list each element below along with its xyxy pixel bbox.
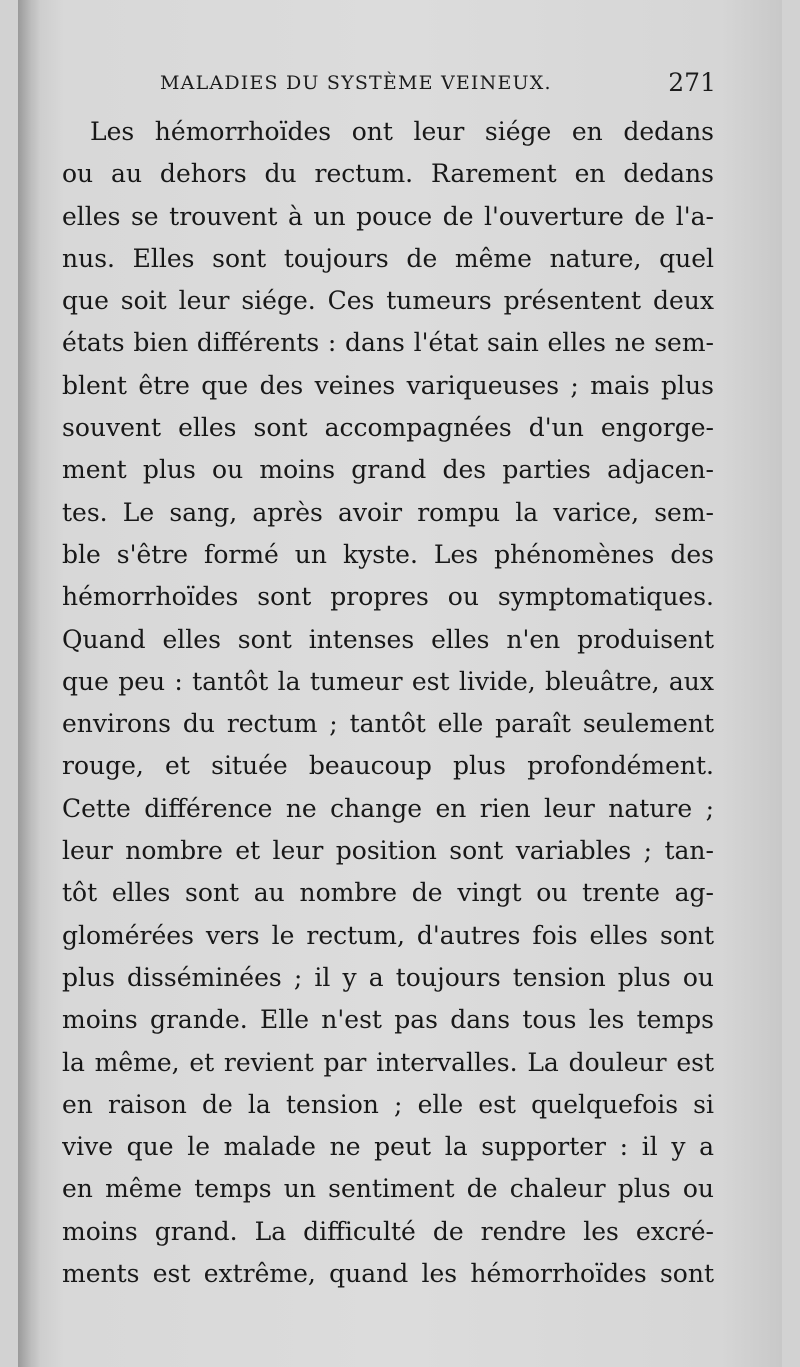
text-line: ble s'être formé un kyste. Les phénomènes des — [62, 539, 714, 569]
text-line: plus disséminées ; il y a toujours tension plus ou — [62, 962, 714, 992]
text-line: tôt elles sont au nombre de vingt ou trente ag- — [62, 878, 714, 908]
body-text — [62, 111, 714, 1295]
text-line: la même, et revient par intervalles. La douleur est — [62, 1047, 714, 1077]
page-number: 271 — [668, 68, 716, 97]
text-line: Cette différence ne change en rien leur nature ; — [62, 793, 714, 823]
text-line: environs du rectum ; tantôt elle paraît seulement — [62, 709, 714, 739]
text-line: leur nombre et leur position sont variables ; tan- — [62, 836, 714, 866]
text-line: souvent elles sont accompagnées d'un engorge- — [62, 413, 714, 443]
text-line: ment plus ou moins grand des parties adjacen- — [62, 455, 714, 485]
binding-shadow — [18, 0, 40, 1367]
text-line: blent être que des veines variqueuses ; mais plus — [62, 370, 714, 400]
text-line: Les hémorrhoïdes ont leur siége en dedans — [90, 117, 714, 146]
text-line: glomérées vers le rectum, d'autres fois elles sont — [62, 920, 714, 950]
text-line: ou au dehors du rectum. Rarement en dedans — [62, 159, 714, 189]
text-line: Quand elles sont intenses elles n'en produisent — [62, 624, 714, 654]
text-line: moins grande. Elle n'est pas dans tous les temps — [62, 1005, 714, 1035]
text-line: vive que le malade ne peut la supporter : il y a — [62, 1132, 714, 1162]
running-head — [160, 66, 716, 100]
text-line: rouge, et située beaucoup plus profondément. — [62, 751, 714, 781]
text-line: nus. Elles sont toujours de même nature, quel — [62, 243, 714, 273]
text-line: moins grand. La difficulté de rendre les excré- — [62, 1216, 714, 1246]
text-line: états bien différents : dans l'état sain elles ne sem- — [62, 328, 714, 358]
text-line: tes. Le sang, après avoir rompu la varice, sem- — [62, 497, 714, 527]
text-line: en raison de la tension ; elle est quelquefois si — [62, 1089, 714, 1119]
running-title: MALADIES DU SYSTÈME VEINEUX. — [160, 72, 552, 94]
text-line: ments est extrême, quand les hémorrhoïdes sont — [62, 1259, 714, 1289]
text-line: que peu : tantôt la tumeur est livide, bleuâtre, aux — [62, 666, 714, 696]
text-line: elles se trouvent à un pouce de l'ouverture de l'a- — [62, 201, 714, 231]
text-line: que soit leur siége. Ces tumeurs présentent deux — [62, 286, 714, 316]
text-line: hémorrhoïdes sont propres ou symptomatiques. — [62, 582, 714, 612]
text-line: en même temps un sentiment de chaleur plus ou — [62, 1174, 714, 1204]
